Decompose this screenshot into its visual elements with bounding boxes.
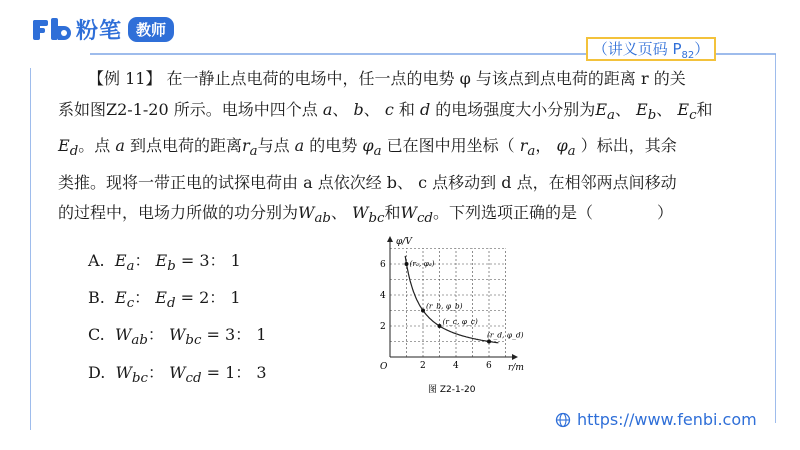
line-2c: 、 [363,99,385,119]
reference-suffix: ） [694,40,710,58]
y-tick-label: 2 [380,322,386,332]
y-axis-arrow [387,236,393,242]
x-tick-label: 4 [453,361,459,371]
problem-line-4: 类推。现将一带正电的试探电荷由 a 点依次经 b、 c 点移动到 d 点，在相邻两点间移动 [58,172,677,192]
line-3f: ， [535,136,557,156]
option-d[interactable]: D. $W_{bc}$： $W_{cd} = 1$： 3 [88,362,267,386]
footer-url[interactable] [555,410,757,429]
option-c[interactable]: C. $W_{ab}$： $W_{bc} = 3$： 1 [88,325,267,349]
x-tick-label: 6 [486,361,492,371]
point-label: (r_c, φ_c) [442,317,478,326]
potential-curve [405,256,498,343]
problem-line-1 [58,64,738,95]
option-a[interactable]: A. $E_a$： $E_b = 3$： 1 [88,251,241,275]
line-3a: 。点 [78,136,116,156]
line-5a: 的过程中，电场力所做的功分别为 [58,203,299,223]
line-5b: 。下列选项正确的是（ ） [432,203,673,223]
data-point [421,309,425,313]
line-3g: ）标出，其余 [575,136,677,156]
potential-distance-figure [350,232,530,402]
y-tick-label: 4 [380,291,386,301]
option-key: A. [88,251,105,270]
problem-text [58,64,738,235]
brand-name: 粉笔 [76,18,123,44]
y-axis-label: φ/V [396,237,412,247]
y-tick-label: 6 [380,260,386,270]
origin-label: O [380,362,388,372]
globe-icon [555,412,571,428]
line-3e: 已在图中用坐标（ [381,136,520,156]
x-axis-arrow [512,354,518,360]
line-2a: 系如图Z2-1-20 所示。电场中四个点 [58,99,323,119]
line-2d: 和 [393,99,420,119]
option-key: B. [88,288,105,308]
reference-prefix: （讲义页码 P [592,40,682,58]
data-point [487,340,491,344]
handout-page-reference [586,37,716,61]
point-label: (r_d, φ_d) [487,330,524,340]
brand-badge: 教师 [128,17,174,42]
data-point [405,262,409,266]
option-b[interactable]: B. $E_c$： $E_d = 2$： 1 [88,288,241,312]
line-3d: 的电势 [304,136,363,156]
problem-label: 【例 11】 [88,69,162,88]
line-1-text: 在一静止点电荷的电场中，任一点的电势 φ 与该点到点电荷的距离 r 的关 [166,69,686,88]
option-key: C. [88,325,105,345]
data-point [438,324,442,328]
line-3b: 到点电荷的距离 [124,136,242,156]
answer-options [88,245,267,394]
problem-line-3: $E_d$。点 a 到点电荷的距离$r_a$与点 a 的电势 $\varphi_a$ 已在图中用坐标（ $r_a$， $\varphi_a$ ）标出，其余 [58,136,677,160]
footer-url-text: https://www.fenbi.com [577,410,757,429]
point-label: (rₐ, φₐ) [409,259,435,268]
line-2e: 的电场强度大小分别为 [430,99,596,119]
axis-ticks [380,260,492,371]
line-3c: 与点 [257,136,295,156]
line-2b: 、 [332,99,354,119]
problem-line-2: 系如图Z2-1-20 所示。电场中四个点 a、 b、 c 和 d 的电场强度大小分别为$E_a$、 $E_b$、 $E_c$和 [58,99,713,123]
point-label: (r_b, φ_b) [426,301,463,311]
problem-line-5: 的过程中，电场力所做的功分别为$W_{ab}$、 $W_{bc}$和$W_{cd}$。下列选项正确的是（ ） [58,203,673,227]
option-key: D. [88,362,106,382]
x-axis-label: r/m [508,363,524,373]
figure-caption: 图 Z2-1-20 [428,385,476,395]
x-tick-label: 2 [420,361,426,371]
reference-page: 82 [681,50,695,61]
